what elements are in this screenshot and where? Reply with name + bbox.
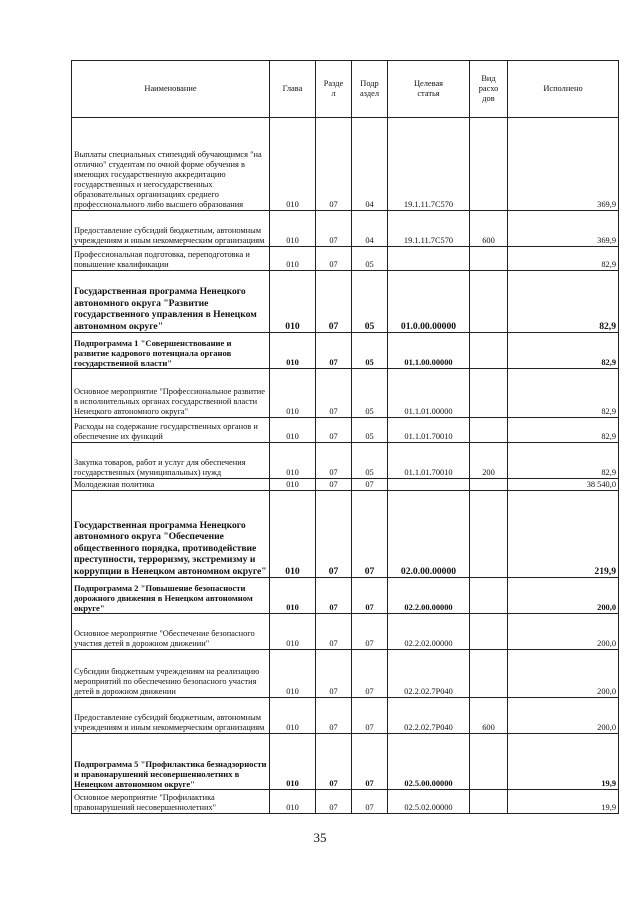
row-amount: 19,9	[508, 734, 619, 790]
row-section: 07	[316, 211, 352, 247]
row-name: Подпрограмма 1 "Совершенствование и развитие кадрового потенциала органов государственной власти"	[72, 333, 270, 369]
row-name: Закупка товаров, работ и услуг для обеспечения государственных (муниципальных) нужд	[72, 443, 270, 479]
row-chapter: 010	[270, 247, 316, 271]
table-row	[72, 118, 619, 211]
row-target: 02.5.00.00000	[388, 734, 470, 790]
row-expense-type	[470, 247, 508, 271]
row-name: Молодежная политика	[72, 479, 270, 491]
row-name: Подпрограмма 5 "Профилактика безнадзорности и правонарушений несовершеннолетних в Ненецком автономном округе"	[72, 734, 270, 790]
row-chapter: 010	[270, 491, 316, 578]
table-row	[72, 698, 619, 734]
table-row	[72, 211, 619, 247]
table-row	[72, 650, 619, 698]
row-expense-type	[470, 418, 508, 443]
row-target: 02.2.00.00000	[388, 578, 470, 614]
row-subsection: 04	[352, 118, 388, 211]
row-subsection: 05	[352, 333, 388, 369]
table-row	[72, 790, 619, 814]
row-amount: 200,0	[508, 650, 619, 698]
row-section: 07	[316, 614, 352, 650]
row-subsection: 07	[352, 790, 388, 814]
row-section: 07	[316, 491, 352, 578]
row-amount: 38 540,0	[508, 479, 619, 491]
row-target: 02.2.02.7P040	[388, 650, 470, 698]
header-name: Наименование	[72, 61, 270, 118]
row-chapter: 010	[270, 418, 316, 443]
row-name: Расходы на содержание государственных органов и обеспечение их функций	[72, 418, 270, 443]
row-expense-type	[470, 369, 508, 418]
row-chapter: 010	[270, 211, 316, 247]
row-amount: 82,9	[508, 247, 619, 271]
row-amount: 369,9	[508, 211, 619, 247]
row-name: Государственная программа Ненецкого автономного округа "Обеспечение общественного порядка, противодействие преступности, терроризму, экстремизму и коррупции в Ненецком автономном округе"	[72, 491, 270, 578]
table-row	[72, 734, 619, 790]
row-expense-type	[470, 578, 508, 614]
row-target: 01.1.00.00000	[388, 333, 470, 369]
row-expense-type: 600	[470, 211, 508, 247]
row-chapter: 010	[270, 698, 316, 734]
header-target: Целевая статья	[388, 61, 470, 118]
row-amount: 200,0	[508, 614, 619, 650]
row-section: 07	[316, 271, 352, 333]
row-name: Выплаты специальных стипендий обучающимся "на отлично" студентам по очной форме обучения в имеющих государственную аккредитацию государственных и негосударственных образовательных организациях среднего профессионального либо высшего образования	[72, 118, 270, 211]
table-row	[72, 369, 619, 418]
row-amount: 82,9	[508, 369, 619, 418]
row-amount: 219,9	[508, 491, 619, 578]
row-subsection: 07	[352, 650, 388, 698]
row-chapter: 010	[270, 614, 316, 650]
row-chapter: 010	[270, 271, 316, 333]
row-section: 07	[316, 578, 352, 614]
row-subsection: 05	[352, 271, 388, 333]
row-target: 19.1.11.7C570	[388, 211, 470, 247]
row-subsection: 07	[352, 491, 388, 578]
row-subsection: 07	[352, 578, 388, 614]
header-expense-type: Вид расхо дов	[470, 61, 508, 118]
row-expense-type	[470, 118, 508, 211]
row-amount: 82,9	[508, 443, 619, 479]
row-chapter: 010	[270, 369, 316, 418]
row-section: 07	[316, 479, 352, 491]
row-amount: 369,9	[508, 118, 619, 211]
row-section: 07	[316, 734, 352, 790]
row-subsection: 07	[352, 614, 388, 650]
table-row	[72, 271, 619, 333]
row-name: Основное мероприятие "Обеспечение безопасного участия детей в дорожном движении"	[72, 614, 270, 650]
row-expense-type	[470, 650, 508, 698]
row-subsection: 04	[352, 211, 388, 247]
row-chapter: 010	[270, 578, 316, 614]
row-chapter: 010	[270, 734, 316, 790]
row-amount: 82,9	[508, 271, 619, 333]
budget-execution-table	[71, 60, 619, 814]
row-section: 07	[316, 333, 352, 369]
row-chapter: 010	[270, 479, 316, 491]
row-amount: 82,9	[508, 418, 619, 443]
table-row	[72, 247, 619, 271]
row-name: Субсидии бюджетным учреждениям на реализацию мероприятий по обеспечению безопасного участия детей в дорожном движении	[72, 650, 270, 698]
row-subsection: 07	[352, 734, 388, 790]
row-subsection: 07	[352, 698, 388, 734]
row-expense-type	[470, 790, 508, 814]
row-amount: 200,0	[508, 578, 619, 614]
row-expense-type: 600	[470, 698, 508, 734]
row-expense-type	[470, 734, 508, 790]
row-target	[388, 247, 470, 271]
row-section: 07	[316, 790, 352, 814]
table-row	[72, 418, 619, 443]
row-section: 07	[316, 443, 352, 479]
page-number: 35	[313, 830, 327, 845]
row-expense-type	[470, 479, 508, 491]
header-executed: Исполнено	[508, 61, 619, 118]
row-section: 07	[316, 650, 352, 698]
row-target	[388, 479, 470, 491]
row-section: 07	[316, 698, 352, 734]
row-section: 07	[316, 369, 352, 418]
row-expense-type	[470, 271, 508, 333]
table-header-row	[72, 61, 619, 118]
row-name: Подпрограмма 2 "Повышение безопасности дорожного движения в Ненецком автономном округе"	[72, 578, 270, 614]
row-chapter: 010	[270, 118, 316, 211]
row-target: 01.1.01.70010	[388, 418, 470, 443]
row-section: 07	[316, 118, 352, 211]
row-target: 02.2.02.00000	[388, 614, 470, 650]
row-target: 02.5.02.00000	[388, 790, 470, 814]
table-row	[72, 333, 619, 369]
header-chapter: Глава	[270, 61, 316, 118]
row-name: Предоставление субсидий бюджетным, автономным учреждениям и иным некоммерческим организациям	[72, 698, 270, 734]
table-row	[72, 479, 619, 491]
header-subsection: Подр аздел	[352, 61, 388, 118]
row-subsection: 05	[352, 443, 388, 479]
row-name: Государственная программа Ненецкого автономного округа "Развитие государственного управления в Ненецком автономном округе"	[72, 271, 270, 333]
row-target: 02.2.02.7P040	[388, 698, 470, 734]
row-expense-type: 200	[470, 443, 508, 479]
table-row	[72, 443, 619, 479]
table-row	[72, 614, 619, 650]
row-subsection: 05	[352, 369, 388, 418]
row-name: Профессиональная подготовка, переподготовка и повышение квалификации	[72, 247, 270, 271]
row-chapter: 010	[270, 443, 316, 479]
row-subsection: 05	[352, 418, 388, 443]
table-row	[72, 491, 619, 578]
row-chapter: 010	[270, 650, 316, 698]
row-amount: 19,9	[508, 790, 619, 814]
row-target: 02.0.00.00000	[388, 491, 470, 578]
row-subsection: 05	[352, 247, 388, 271]
row-name: Основное мероприятие "Профессиональное развитие в исполнительных органах государственной власти Ненецкого автономного округа"	[72, 369, 270, 418]
row-chapter: 010	[270, 790, 316, 814]
row-amount: 82,9	[508, 333, 619, 369]
row-target: 01.1.01.70010	[388, 443, 470, 479]
row-name: Предоставление субсидий бюджетным, автономным учреждениям и иным некоммерческим организациям	[72, 211, 270, 247]
header-section: Разде л	[316, 61, 352, 118]
row-target: 01.1.01.00000	[388, 369, 470, 418]
row-expense-type	[470, 614, 508, 650]
row-amount: 200,0	[508, 698, 619, 734]
row-subsection: 07	[352, 479, 388, 491]
row-name: Основное мероприятие "Профилактика правонарушений несовершеннолетних"	[72, 790, 270, 814]
row-chapter: 010	[270, 333, 316, 369]
row-section: 07	[316, 247, 352, 271]
row-expense-type	[470, 491, 508, 578]
table-row	[72, 578, 619, 614]
row-section: 07	[316, 418, 352, 443]
row-target: 19.1.11.7C570	[388, 118, 470, 211]
row-expense-type	[470, 333, 508, 369]
row-target: 01.0.00.00000	[388, 271, 470, 333]
